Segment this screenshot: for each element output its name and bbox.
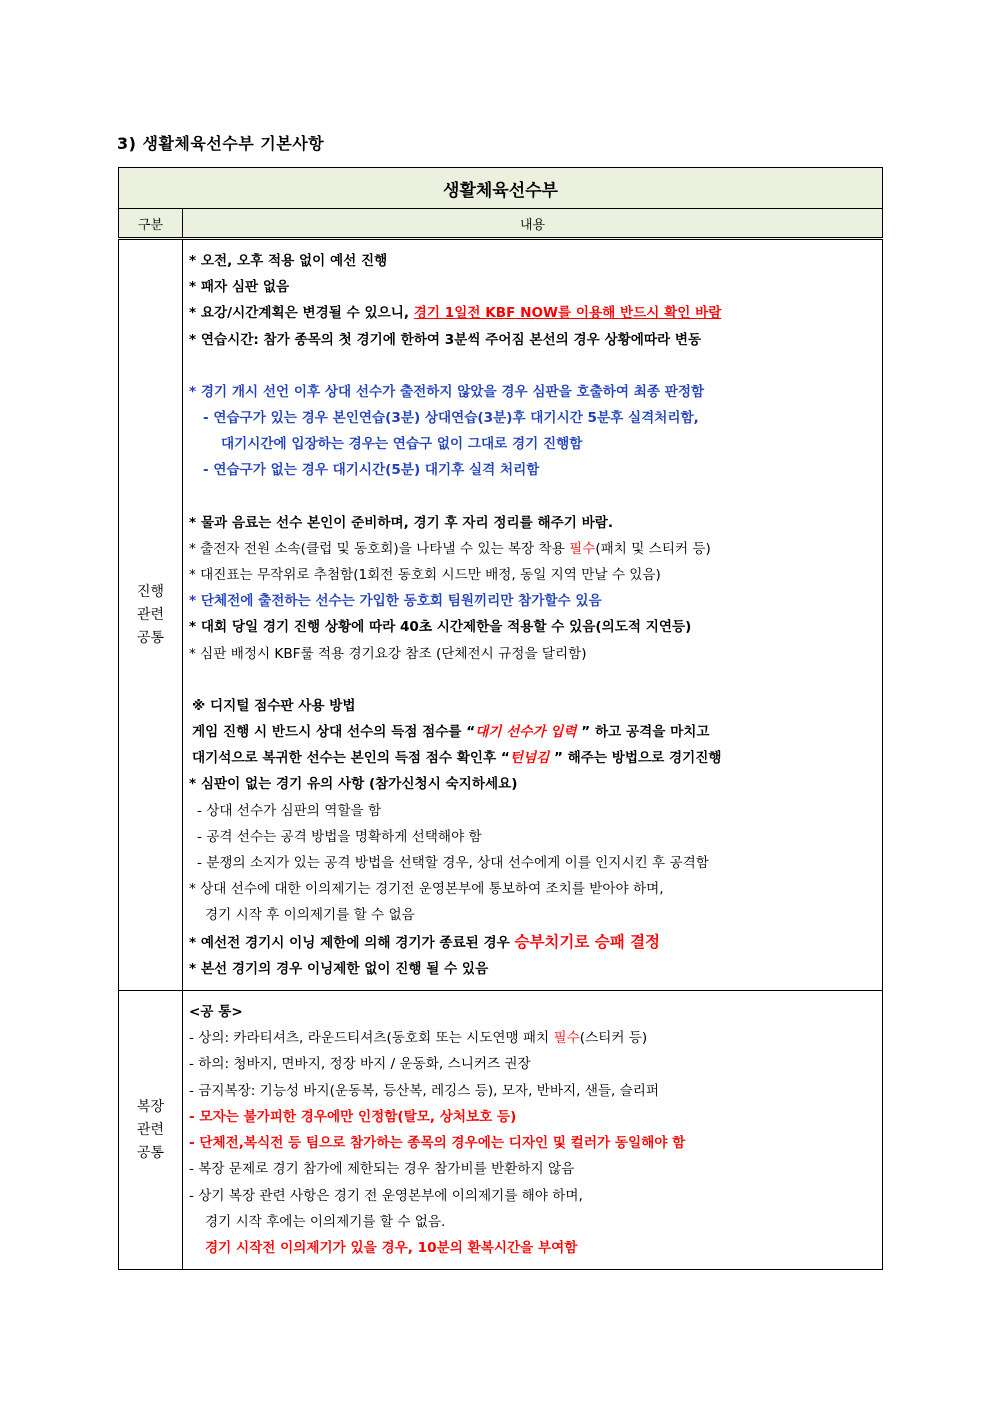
list-item: * 패자 심판 없음 — [189, 279, 290, 296]
list-item: * 단체전에 출전하는 선수는 가입한 동호회 팀원끼리만 참가할수 있음 — [189, 593, 602, 610]
list-item: * 대회 당일 경기 진행 상황에 따라 40초 시간제한을 적용할 수 있음(의도적 지연등) — [189, 619, 692, 636]
list-item: - 연습구가 있는 경우 본인연습(3분) 상대연습(3분)후 대기시간 5분후 실격처리함, — [203, 410, 699, 427]
list-item: * 오전, 오후 적용 없이 예선 진행 — [189, 253, 388, 269]
list-item: * 경기 개시 선언 이후 상대 선수가 출전하지 않았을 경우 심판을 호출하여 최종 판정함 — [189, 383, 705, 400]
list-item: ※ 디지털 점수판 사용 방법 — [192, 697, 356, 714]
list-item: - 상의: 카라티셔츠, 라운드티셔츠(동호회 또는 시도연맹 패치 필수(스티커 등) — [189, 1030, 648, 1047]
table-row — [119, 239, 883, 991]
list-item: - 하의: 청바지, 면바지, 정장 바지 / 운동화, 스니커즈 권장 — [189, 1056, 531, 1073]
table-title-row — [119, 168, 883, 209]
row-label-dresscode: 복장 관련 공통 — [119, 991, 183, 1270]
list-item: <공 통> — [189, 1004, 243, 1021]
notice-link-text: 경기 1일전 KBF NOW를 이용해 반드시 확인 바람 — [413, 305, 722, 322]
list-item: * 상대 선수에 대한 이의제기는 경기전 운영본부에 통보하여 조치를 받아야 하며, — [189, 881, 664, 898]
column-header-content: 내용 — [183, 209, 883, 239]
list-item: * 대진표는 무작위로 추첨함(1회전 동호회 시드만 배정, 동일 지역 만날 수 있음) — [189, 567, 661, 584]
list-item: 경기 시작전 이의제기가 있을 경우, 10분의 환복시간을 부여함 — [205, 1239, 578, 1256]
list-item: * 물과 음료는 선수 본인이 준비하며, 경기 후 자리 정리를 해주기 바람. — [189, 514, 614, 531]
list-item: * 심판 배정시 KBF룰 적용 경기요강 참조 (단체전시 규정을 달리함) — [189, 645, 587, 662]
list-item: * 예선전 경기시 이닝 제한에 의해 경기가 종료된 경우 승부치기로 승패 결정 — [189, 932, 661, 951]
list-item: * 요강/시간계획은 변경될 수 있으니, 경기 1일전 KBF NOW를 이용해 반드시 확인 바람 — [189, 305, 722, 322]
list-item: - 복장 문제로 경기 참가에 제한되는 경우 참가비를 반환하지 않음 — [189, 1161, 575, 1178]
row-content-dresscode — [183, 991, 883, 1270]
list-item: - 단체전,복식전 등 팀으로 참가하는 종목의 경우에는 디자인 및 컬러가 동일해야 함 — [189, 1135, 686, 1152]
list-item: * 심판이 없는 경기 유의 사항 (참가신청시 숙지하세요) — [189, 776, 518, 793]
row-label-progress: 진행 관련 공통 — [119, 239, 183, 991]
list-item: - 분쟁의 소지가 있는 공격 방법을 선택할 경우, 상대 선수에게 이를 인지시킨 후 공격함 — [197, 855, 709, 872]
list-item: 게임 진행 시 반드시 상대 선수의 득점 점수를 “대기 선수가 입력 ” 하고 공격을 마치고 — [192, 724, 710, 741]
section-title: 3) 생활체육선수부 기본사항 — [117, 134, 325, 153]
list-item: * 본선 경기의 경우 이닝제한 없이 진행 될 수 있음 — [189, 960, 489, 977]
list-item: 경기 시작 후 이의제기를 할 수 없음 — [205, 907, 415, 924]
list-item: - 연습구가 없는 경우 대기시간(5분) 대기후 실격 처리함 — [203, 462, 540, 479]
list-item: * 연습시간: 참가 종목의 첫 경기에 한하여 3분씩 주어짐 본선의 경우 상황에따라 변동 — [189, 331, 702, 348]
list-item: * 출전자 전원 소속(클럽 및 동호회)을 나타낼 수 있는 복장 착용 필수(패치 및 스티커 등) — [189, 540, 711, 557]
list-item: 대기석으로 복귀한 선수는 본인의 득점 점수 확인후 “턴넘김 ” 해주는 방법으로 경기진행 — [192, 750, 722, 767]
table-row — [119, 991, 883, 1270]
list-item: - 모자는 불가피한 경우에만 인정함(탈모, 상처보호 등) — [189, 1108, 517, 1125]
table-header-row — [119, 209, 883, 239]
list-item: 경기 시작 후에는 이의제기를 할 수 없음. — [205, 1213, 446, 1230]
column-header-category: 구분 — [119, 209, 183, 239]
rules-table — [118, 167, 883, 1270]
row-content-progress — [183, 239, 883, 991]
list-item: 대기시간에 입장하는 경우는 연습구 없이 그대로 경기 진행함 — [221, 436, 583, 453]
list-item: - 상대 선수가 심판의 역할을 함 — [197, 802, 382, 819]
list-item: - 공격 선수는 공격 방법을 명확하게 선택해야 함 — [197, 828, 482, 845]
list-item: - 상기 복장 관련 사항은 경기 전 운영본부에 이의제기를 해야 하며, — [189, 1187, 583, 1204]
list-item: - 금지복장: 기능성 바지(운동복, 등산복, 레깅스 등), 모자, 반바지, 샌들, 슬리퍼 — [189, 1082, 660, 1099]
table-title: 생활체육선수부 — [119, 168, 883, 209]
